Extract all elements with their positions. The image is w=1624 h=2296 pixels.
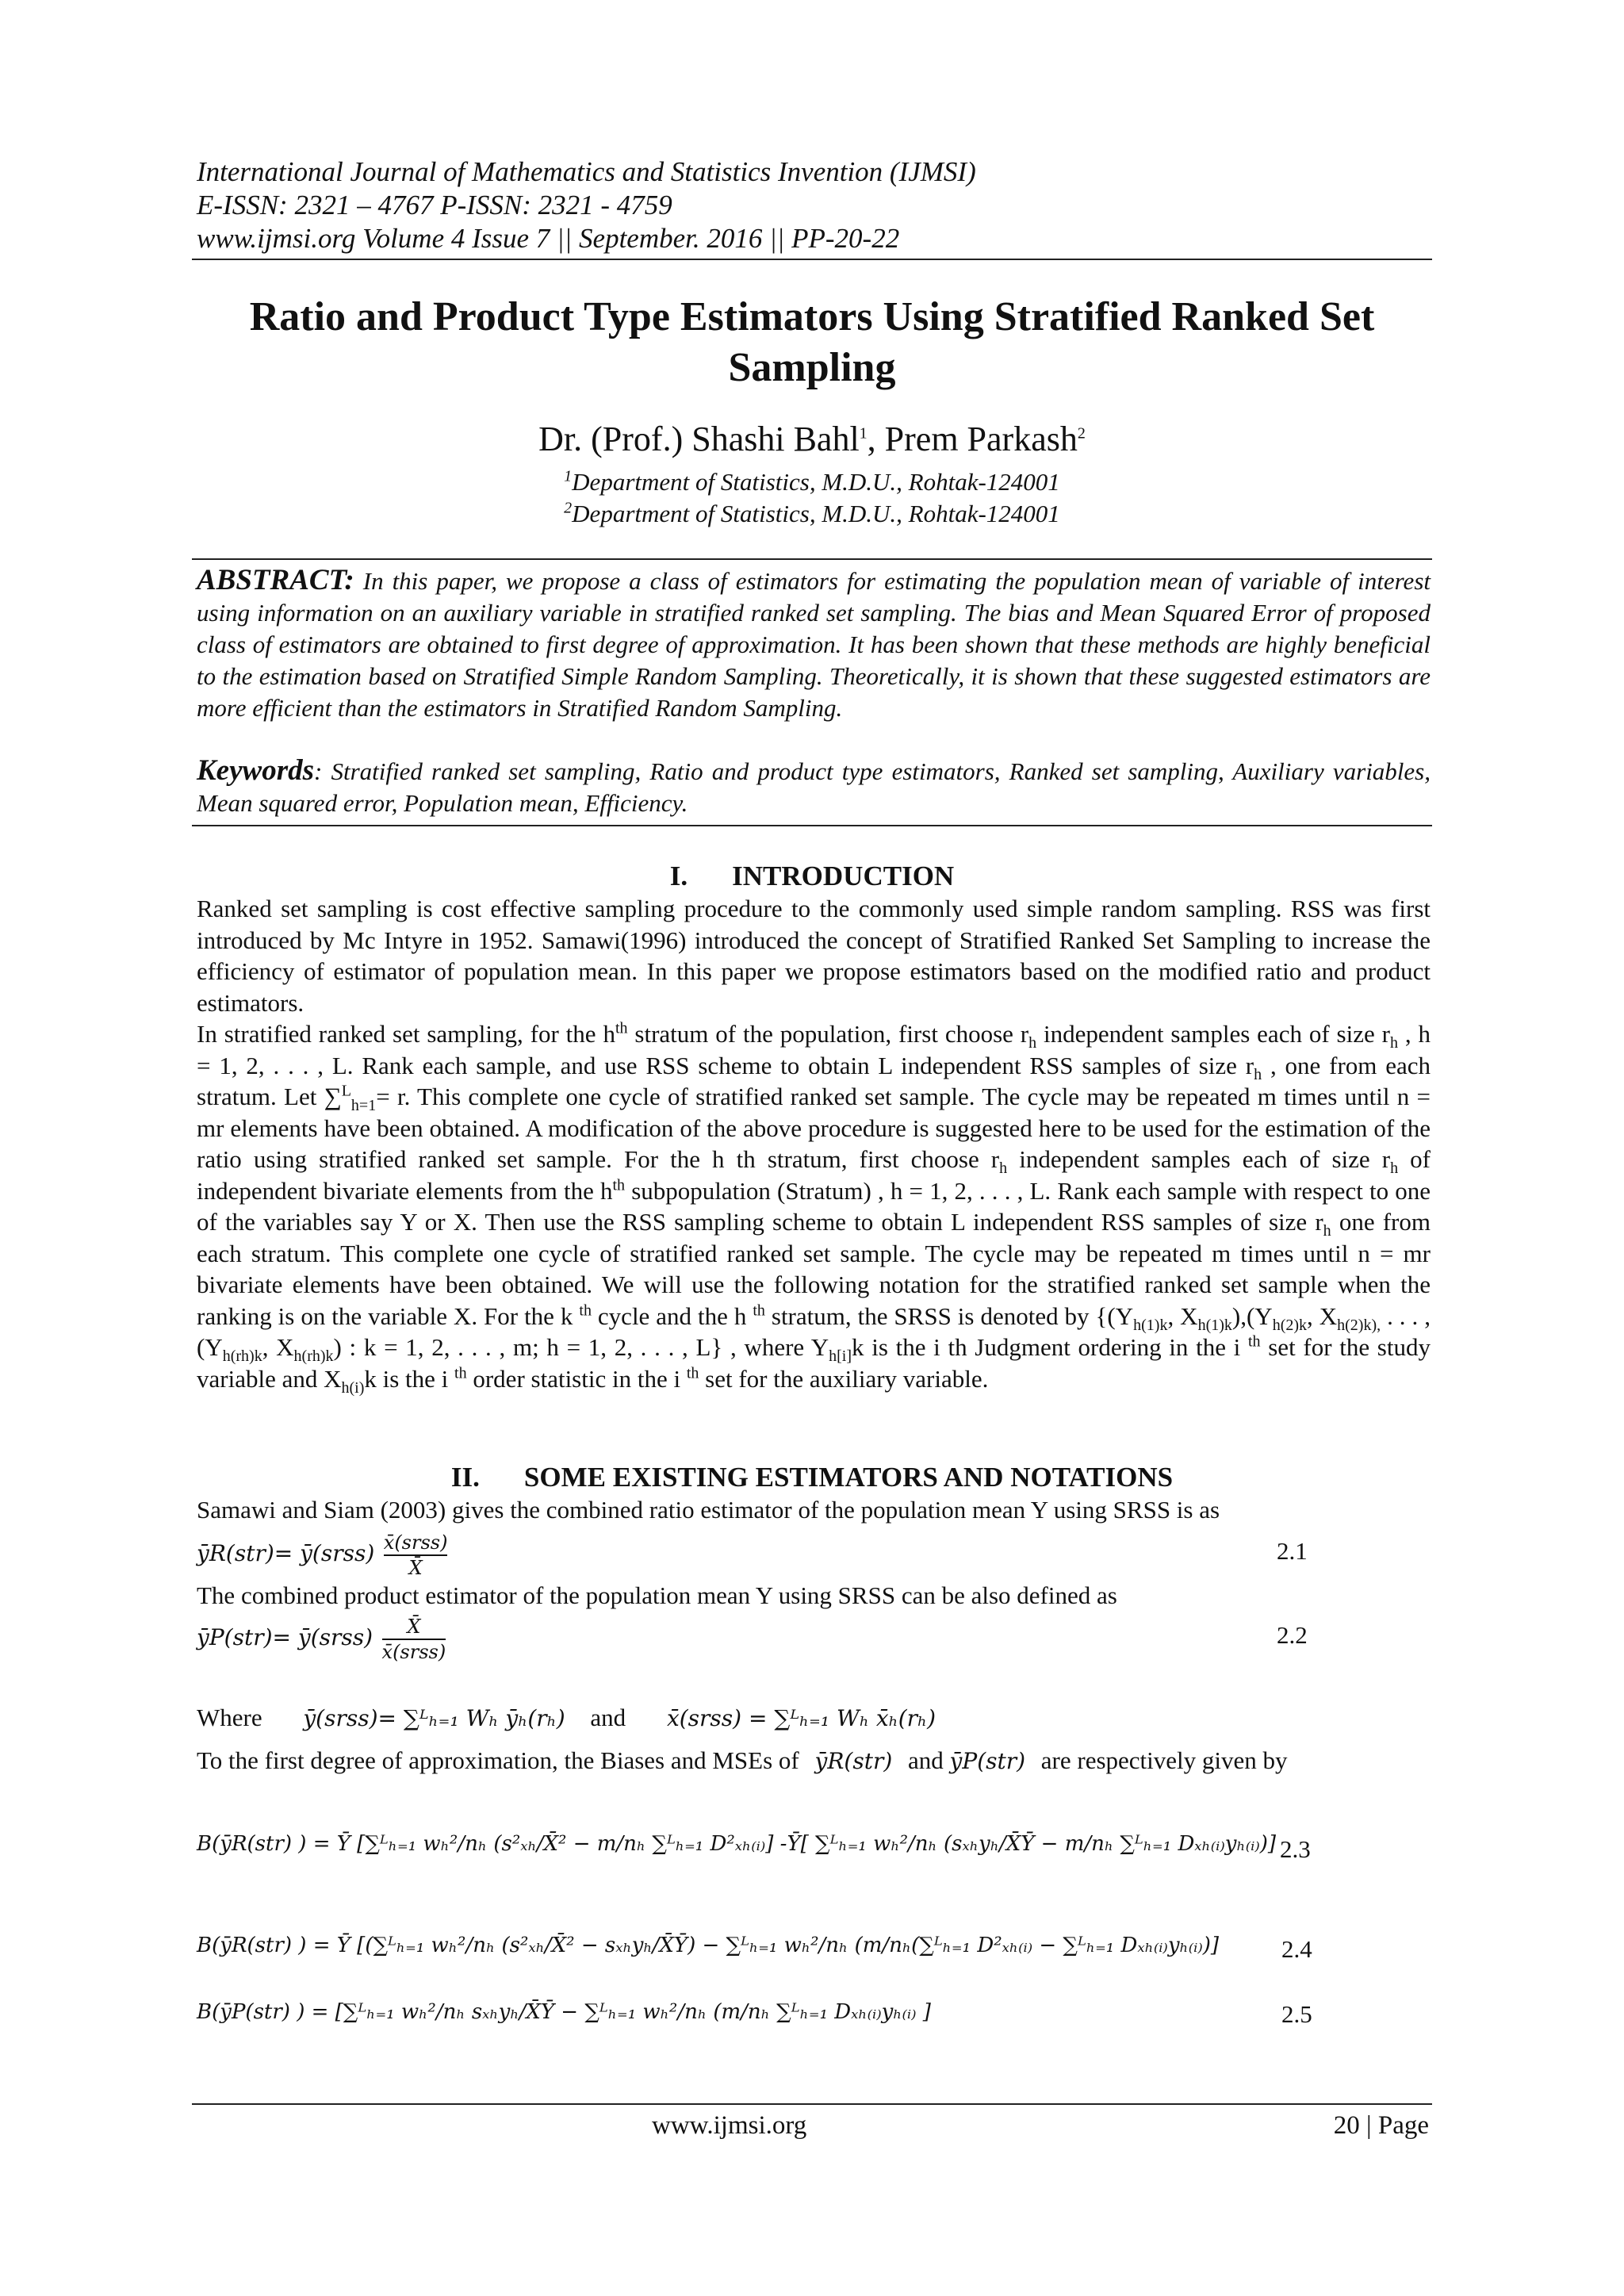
approx-text-a: To the first degree of approximation, the Biases and MSEs of (197, 1746, 799, 1774)
author-separator: , (867, 420, 885, 458)
equation-2-1 (197, 1531, 1362, 1580)
eq-2-2-numerator: X̄ (382, 1615, 446, 1640)
where-label: Where (197, 1704, 262, 1731)
section-2-line-2: The combined product estimator of the population mean Y using SRSS can be also defined as (197, 1581, 1117, 1609)
abstract-label: ABSTRACT: (197, 564, 354, 596)
section-2-line-1: Samawi and Siam (2003) gives the combined ratio estimator of the population mean Y using SRSS is as (197, 1496, 1220, 1524)
affiliation-1-text: Department of Statistics, M.D.U., Rohtak-124001 (572, 468, 1060, 496)
section-2-intro (197, 1494, 1431, 1526)
title-line-1: Ratio and Product Type Estimators Using Stratified Ranked Set (249, 294, 1375, 339)
section-1-heading (192, 860, 1432, 893)
approx-and: and (908, 1746, 944, 1774)
equation-2-3 (197, 1832, 1362, 1856)
section-1-number: I. (669, 861, 688, 891)
section-1-body (197, 893, 1431, 1397)
eq-2-4-expression: B(ȳR(str) ) = Ȳ [(∑ᴸₕ₌₁ wₕ²/nₕ (s²ₓₕ/X̄² − sₓₕyₕ/X̄Ȳ) − ∑ᴸₕ₌₁ wₕ²/nₕ (m/nₕ(∑ᴸₕ₌₁ D²ₓₕ₍ᵢ₎ − ∑ᴸₕ₌₁ Dₓₕ₍ᵢ₎yₕ₍ᵢ₎)] (197, 1934, 1220, 1957)
equation-2-2 (197, 1615, 1362, 1664)
journal-volume: www.ijmsi.org Volume 4 Issue 7 || September. 2016 || PP-20-22 (197, 223, 900, 254)
author-1-sup: 1 (859, 424, 868, 443)
where-eq-ysrss: ȳ(srss)= ∑ᴸₕ₌₁ Wₕ ȳₕ(rₕ) (303, 1705, 565, 1731)
eq-2-1-denominator: X̄ (408, 1557, 423, 1579)
affiliation-2-sup: 2 (564, 499, 573, 517)
affiliation-2 (192, 498, 1432, 530)
approx-symbol-ratio: ȳR(str) (814, 1748, 893, 1774)
eq-2-5-expression: B(ȳP(str) ) = [∑ᴸₕ₌₁ wₕ²/nₕ sₓₕyₕ/X̄Ȳ − ∑ᴸₕ₌₁ wₕ²/nₕ (m/nₕ ∑ᴸₕ₌₁ Dₓₕ₍ᵢ₎yₕ₍ᵢ₎ ] (197, 2000, 931, 2024)
abstract-bottom-rule (192, 825, 1432, 826)
journal-issn: E-ISSN: 2321 – 4767 P-ISSN: 2321 - 4759 (197, 190, 672, 220)
approx-text-b: are respectively given by (1040, 1746, 1288, 1774)
where-eq-xsrss: x̄(srss) = ∑ᴸₕ₌₁ Wₕ x̄ₕ(rₕ) (666, 1705, 936, 1731)
author-2-sup: 2 (1077, 424, 1086, 443)
eq-2-3-expression: B(ȳR(str) ) = Ȳ [∑ᴸₕ₌₁ wₕ²/nₕ (s²ₓₕ/X̄² − m/nₕ ∑ᴸₕ₌₁ D²ₓₕ₍ᵢ₎] -Ȳ[ ∑ᴸₕ₌₁ wₕ²/nₕ (sₓₕyₕ/X̄Ȳ − m/nₕ ∑ᴸₕ₌₁ Dₓₕ₍ᵢ₎yₕ₍ᵢ₎)] (197, 1832, 1277, 1856)
where-and: and (590, 1704, 626, 1731)
keywords (197, 755, 1431, 819)
approximation-sentence (197, 1746, 1431, 1775)
section-2-title: SOME EXISTING ESTIMATORS AND NOTATIONS (523, 1462, 1174, 1493)
affiliation-1 (192, 466, 1432, 498)
footer-rule (192, 2103, 1432, 2105)
page-number: 20 | Page (1333, 2111, 1429, 2140)
eq-2-1-lhs: ȳR(str)= ȳ(srss) (197, 1539, 375, 1566)
equation-2-3-number: 2.3 (1280, 1835, 1311, 1863)
author-list (192, 419, 1432, 460)
eq-2-2-fraction (382, 1615, 446, 1664)
abstract-text: In this paper, we propose a class of estimators for estimating the population mean of variable of interest using information on an auxiliary variable in stratified ranked set sampling. The bias and Mean Squared Error of proposed class of estimators are obtained to first degree of approximation. It has been shown that these methods are highly beneficial to the estimation based on Stratified Simple Random Sampling. Theoretically, it is shown that these suggested estimators are more efficient than the estimators in Stratified Random Sampling. (197, 567, 1431, 722)
equation-2-2-number: 2.2 (1277, 1621, 1308, 1649)
paper-title (192, 292, 1432, 393)
journal-name: International Journal of Mathematics and Statistics Invention (IJMSI) (197, 156, 976, 187)
eq-2-2-lhs: ȳP(str)= ȳ(srss) (197, 1623, 373, 1650)
equation-2-4 (197, 1934, 1362, 1957)
header-rule (192, 259, 1432, 260)
section-2-number: II. (450, 1462, 480, 1493)
section-2-heading (192, 1461, 1432, 1494)
abstract-top-rule (192, 558, 1432, 560)
journal-header (197, 155, 1434, 255)
affiliation-2-text: Department of Statistics, M.D.U., Rohtak-124001 (572, 500, 1060, 527)
abstract (197, 565, 1431, 724)
keywords-label: Keywords (197, 754, 314, 787)
footer-url[interactable]: www.ijmsi.org (652, 2111, 807, 2140)
keywords-text: : Stratified ranked set sampling, Ratio and product type estimators, Ranked set sampling, Auxiliary variables, Mean squared error, Population mean, Efficiency. (197, 757, 1431, 817)
eq-2-1-numerator: x̄(srss) (384, 1531, 448, 1556)
eq-2-2-denominator: x̄(srss) (381, 1641, 446, 1663)
author-1: Dr. (Prof.) Shashi Bahl (538, 420, 860, 458)
intro-paragraph-1: Ranked set sampling is cost effective sampling procedure to the commonly used simple random sampling. RSS was first introduced by Mc Intyre in 1952. Samawi(1996) introduced the concept of Stratified Ranked Set Sampling to increase the efficiency of estimator of population mean. In this paper we propose estimators based on the modified ratio and product estimators. (197, 895, 1431, 1017)
equation-2-4-number: 2.4 (1281, 1935, 1312, 1963)
approx-symbol-product: ȳP(str) (949, 1748, 1026, 1774)
author-2: Prem Parkash (884, 420, 1078, 458)
eq-2-1-fraction (384, 1531, 448, 1580)
section-2-line-2-wrap (197, 1580, 1431, 1612)
intro-paragraph-2: In stratified ranked set sampling, for the $h^{th}$ stratum of the population, first choose $r_h$ independent samples each of size $r_h$ , h = 1, 2, . . . , L. Rank each sample, and use RSS scheme to obtain L independent RSS samples of size $r_h$ , one from each stratum. Let ∑$^L_{h=1}$= r. This complete one cycle of stratified ranked set sample. The cycle may be repeated m times until n = mr elements have been obtained. A modification of the above procedure is suggested here to be used for the estimation of the ratio using stratified ranked set sample. For the h th stratum, first choose $r_h$ independent samples each of size $r_h$ of independent bivariate elements from the $h^{th}$ subpopulation (Stratum) , h = 1, 2, . . . , L. Rank each sample with respect to one of the variables say Y or X. Then use the RSS sampling scheme to obtain L independent RSS samples of size $r_h$ one from each stratum. This complete one cycle of stratified ranked set sample. The cycle may be repeated m times until n = mr bivariate elements have been obtained. We will use the following notation for the stratified ranked set sample when the ranking is on the variable X. For the k $^{th}$ cycle and the h $^{th}$ stratum, the SRSS is denoted by {($Y_{h(1)k}$, $X_{h(1)k}),(Y_{h(2)k}$, $X_{h(2)k),}$ . . . $,(Y_{h(rh)k}$, $X_{h(rh)k}$) : k = 1, 2, . . . , m; h = 1, 2, . . . , L} , where $Y_{h[i]}k$ is the i th Judgment ordering in the i $^{th}$ set for the study variable and $X_{h(i)}k$ is the i $^{th}$ order statistic in the i $^{th}$ set for the auxiliary variable. (197, 1019, 1431, 1397)
equation-2-5-number: 2.5 (1281, 2000, 1312, 2028)
where-definitions (197, 1704, 1362, 1732)
affiliation-1-sup: 1 (564, 467, 573, 485)
title-line-2: Sampling (728, 345, 896, 390)
section-1-title: INTRODUCTION (732, 861, 955, 891)
equation-2-5 (197, 2000, 1362, 2024)
equation-2-1-number: 2.1 (1277, 1537, 1308, 1565)
